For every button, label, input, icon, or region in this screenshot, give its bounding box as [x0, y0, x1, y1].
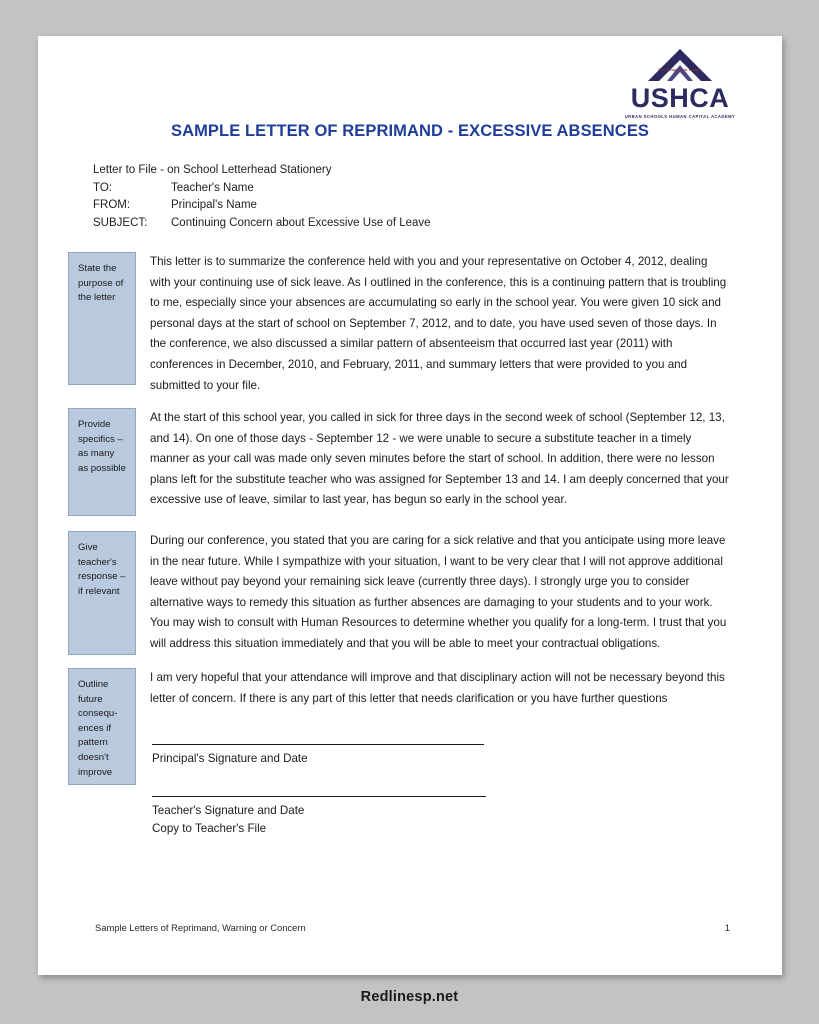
spacer	[136, 668, 150, 785]
footer-page-number: 1	[724, 922, 730, 933]
letterhead-line: Letter to File - on School Letterhead Stationery	[93, 164, 332, 176]
page-title: SAMPLE LETTER OF REPRIMAND - EXCESSIVE ABSENCES	[170, 122, 650, 140]
principal-signature-label: Principal's Signature and Date	[152, 752, 308, 765]
meta-row-to	[93, 180, 431, 198]
spacer	[152, 768, 572, 796]
letter-paragraph: At the start of this school year, you called in sick for three days in the second week of school (September 12, 13, and 14). On one of those days - September 12 - we were unable to secure a substitute teacher in a timely manner as your call was made only seven minutes before the start of school. In addition, there were no lesson plans left for the substitute teacher who was assigned for September 13 and 14. I am deeply concerned that your excessive use of leave, similar to last year, has begun so early in the school year.	[150, 411, 729, 507]
meta-label-to: TO:	[93, 181, 112, 194]
meta-row-from	[93, 197, 431, 215]
logo-tagline: Best People Best Results	[658, 68, 702, 72]
site-watermark: Redlinesp.net	[360, 989, 459, 1005]
footer-title: Sample Letters of Reprimand, Warning or Concern	[95, 922, 306, 933]
copy-to-file-label: Copy to Teacher's File	[152, 822, 267, 835]
teacher-signature-line	[152, 796, 486, 797]
letter-paragraph: I am very hopeful that your attendance will improve and that disciplinary action will not be necessary beyond this letter of concern. If there is any part of this letter that needs clarification or you have further questions	[150, 671, 725, 705]
letter-block	[68, 531, 730, 655]
logo-subtitle: URBAN SCHOOLS HUMAN CAPITAL ACADEMY	[624, 114, 736, 119]
meta-value-to: Teacher's Name	[171, 181, 254, 194]
letter-block	[68, 408, 730, 516]
page-footer	[95, 922, 730, 933]
ushca-logo	[620, 49, 740, 119]
annotation-box: Outline future consequ-ences if pattern doesn't improve	[68, 668, 136, 785]
logo-chevron-icon	[620, 49, 740, 89]
annotation-box: Give teacher's response – if relevant	[68, 531, 136, 655]
meta-label-from: FROM:	[93, 199, 131, 211]
teacher-signature-label: Teacher's Signature and Date	[152, 804, 305, 817]
letter-paragraph: This letter is to summarize the conference held with you and your representative on October 4, 2012, dealing with your continuing use of sick leave. As I outlined in the conference, this is a continuing pattern that is troubling to me, especially since your absences are accumulating so early in the school year. You were given 10 sick and personal days at the start of school on September 7, 2012, and to date, you have used seven of those days. In the conference, we also discussed a similar pattern of absenteeism that occurred last year (2011) with conferences in December, 2010, and February, 2011, and summary letters that were provided to you and submitted to your file.	[150, 255, 727, 392]
letter-paragraph: During our conference, you stated that you are caring for a sick relative and that you anticipate using more leave in the near future. While I sympathize with your situation, I want to be very clear that I will not approve additional leave without pay beyond your remaining sick leave (currently three days). I strongly urge you to consider alternative ways to remedy this situation as further absences are damaging to your students and to your work. You may wish to consult with Human Resources to determine whether you qualify for a long-term. I trust that you will address this situation immediately and that you will be able to meet your contractual obligations.	[150, 534, 727, 650]
annotation-box: State the purpose of the letter	[68, 252, 136, 385]
letter-header	[93, 162, 431, 232]
letter-block	[68, 252, 730, 396]
principal-signature-line	[152, 744, 484, 745]
meta-label-subject: SUBJECT:	[93, 216, 148, 229]
document-page	[38, 36, 782, 975]
meta-value-from: Principal's Name	[171, 199, 257, 211]
meta-row-subject	[93, 215, 431, 233]
logo-wordmark: USHCA	[630, 83, 730, 113]
annotation-box: Provide specifics – as many as possible	[68, 408, 136, 516]
meta-value-subject: Continuing Concern about Excessive Use of Leave	[171, 216, 431, 229]
signature-block	[152, 744, 572, 838]
spacer	[136, 408, 150, 516]
spacer	[136, 252, 150, 396]
spacer	[136, 531, 150, 655]
